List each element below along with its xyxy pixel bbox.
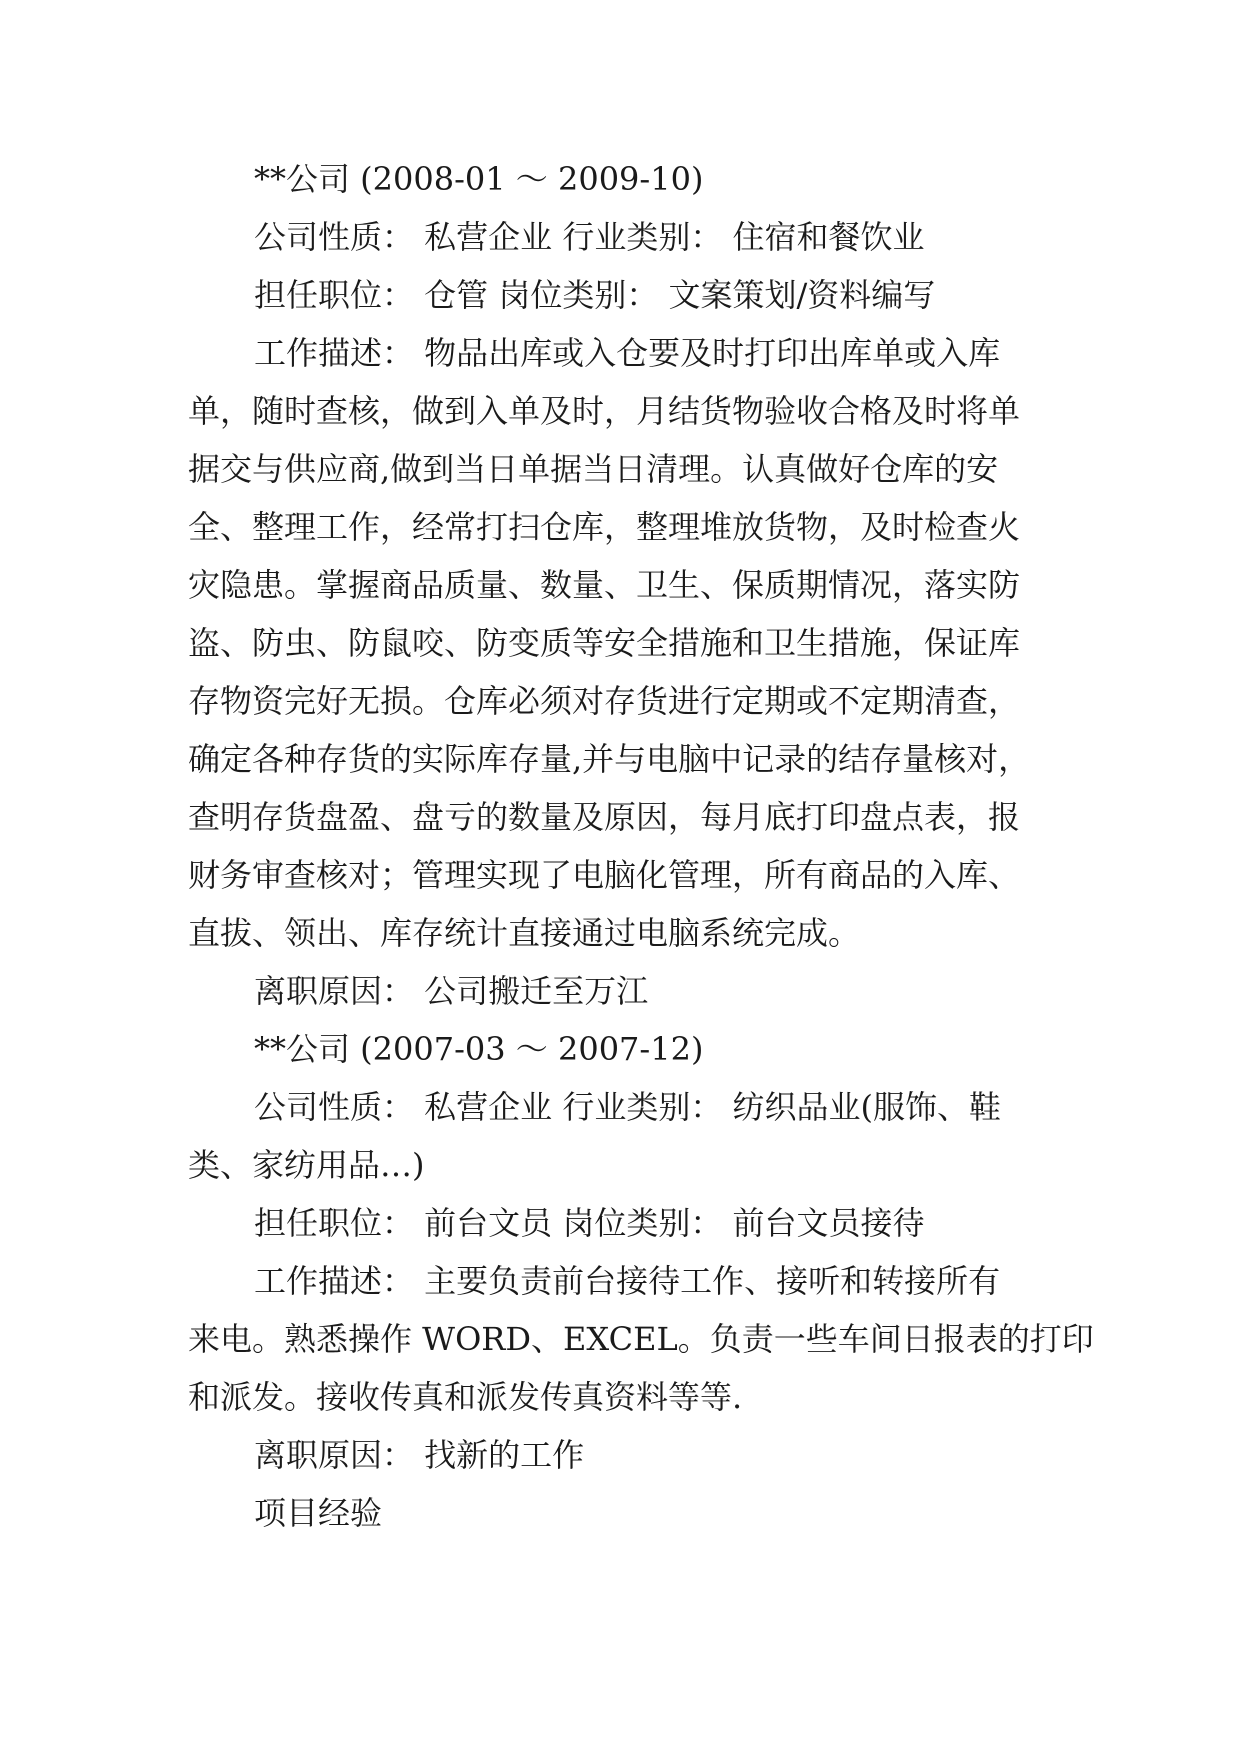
company-2-description-line: 和派发。接收传真和派发传真资料等等. (188, 1378, 743, 1416)
company-1-description-line: 据交与供应商,做到当日单据当日清理。认真做好仓库的安 (188, 450, 999, 488)
company-2-header: **公司 (2007-03 ～ 2007-12) (254, 1030, 704, 1068)
company-1-description-line: 查明存货盘盈、盘亏的数量及原因，每月底打印盘点表，报 (188, 798, 1021, 836)
company-1-description-line: 工作描述： 物品出库或入仓要及时打印出库单或入库 (254, 334, 1001, 372)
company-1-description-line: 全、整理工作，经常打扫仓库，整理堆放货物，及时检查火 (188, 508, 1021, 546)
company-1-nature: 公司性质： 私营企业 行业类别： 住宿和餐饮业 (254, 218, 925, 256)
company-1-description-line: 确定各种存货的实际库存量,并与电脑中记录的结存量核对， (188, 740, 1031, 778)
section-heading-project-experience: 项目经验 (254, 1494, 383, 1532)
document-body (188, 150, 1094, 1542)
company-1-position: 担任职位： 仓管 岗位类别： 文案策划/资料编写 (254, 276, 936, 314)
company-2-nature: 公司性质： 私营企业 行业类别： 纺织品业(服饰、鞋 (254, 1088, 1002, 1126)
company-1-description-line: 灾隐患。掌握商品质量、数量、卫生、保质期情况，落实防 (188, 566, 1021, 604)
company-1-description-line: 直拔、领出、库存统计直接通过电脑系统完成。 (188, 914, 861, 952)
company-1-leave-reason: 离职原因： 公司搬迁至万江 (254, 972, 649, 1010)
company-2-position: 担任职位： 前台文员 岗位类别： 前台文员接待 (254, 1204, 925, 1242)
company-2-description-line: 来电。熟悉操作 WORD、EXCEL。负责一些车间日报表的打印 (188, 1320, 1094, 1358)
company-1-header: **公司 (2008-01 ～ 2009-10) (254, 160, 704, 198)
company-1-description-line: 盗、防虫、防鼠咬、防变质等安全措施和卫生措施，保证库 (188, 624, 1021, 662)
company-1-description-line: 存物资完好无损。仓库必须对存货进行定期或不定期清查， (188, 682, 1021, 720)
company-2-description-line: 工作描述： 主要负责前台接待工作、接听和转接所有 (254, 1262, 1001, 1300)
company-2-nature-continued: 类、家纺用品…) (188, 1146, 425, 1184)
company-2-leave-reason: 离职原因： 找新的工作 (254, 1436, 585, 1474)
company-1-description-line: 财务审查核对；管理实现了电脑化管理，所有商品的入库、 (188, 856, 1021, 894)
company-1-description-line: 单，随时查核，做到入单及时，月结货物验收合格及时将单 (188, 392, 1021, 430)
